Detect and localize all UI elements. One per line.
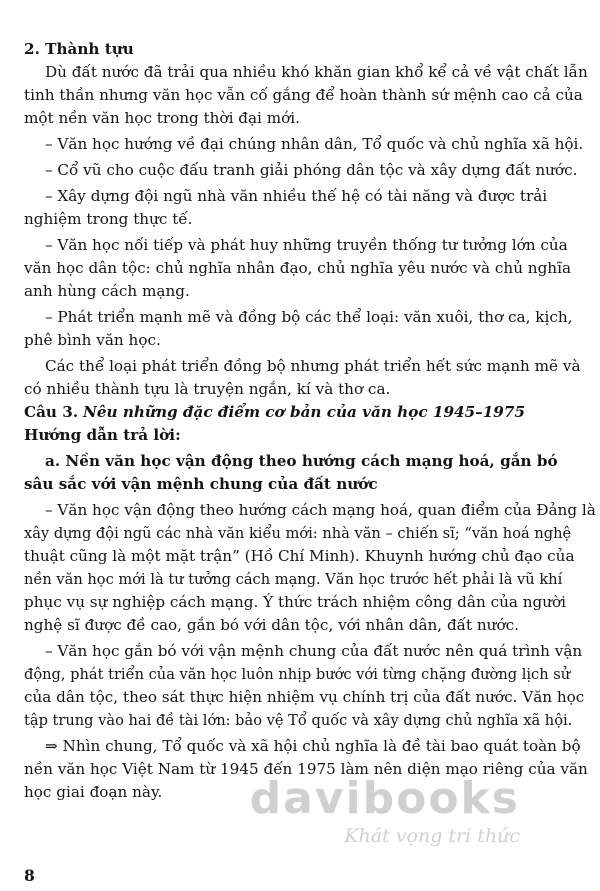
text-line: phục vụ sự nghiệp cách mạng. Ý thức trách nhiệm công dân của người xyxy=(24,593,567,611)
sub-heading: sâu sắc với vận mệnh chung của đất nước xyxy=(24,475,378,493)
sub-heading: a. Nền văn học vận động theo hướng cách mạng hoá, gắn bó xyxy=(45,452,558,470)
section-title: 2. Thành tựu xyxy=(24,40,134,58)
text-line: nền văn học Việt Nam từ 1945 đến 1975 làm nên diện mạo riêng của văn xyxy=(24,760,588,778)
question-label: Câu 3. xyxy=(24,403,79,421)
text-line: nghiệm trong thực tế. xyxy=(24,210,193,228)
text-line: của dân tộc, theo sát thực hiện nhiệm vụ chính trị của đất nước. Văn học xyxy=(24,688,585,706)
page-number: 8 xyxy=(24,866,35,885)
text-line: động, phát triển của văn học luôn nhịp bước với từng chặng đường lịch sử xyxy=(24,666,571,683)
text-line: anh hùng cách mạng. xyxy=(24,282,190,300)
text-line: nghệ sĩ được đề cao, gắn bó với dân tộc, với nhân dân, đất nước. xyxy=(24,616,519,634)
question-text: Nêu những đặc điểm cơ bản của văn học 1945–1975 xyxy=(82,403,526,421)
watermark-logo: davibooks xyxy=(249,773,520,824)
text-line: Dù đất nước đã trải qua nhiều khó khăn gian khổ kể cả về vật chất lẫn xyxy=(45,63,588,81)
page-content xyxy=(24,38,596,804)
text-line: – Cổ vũ cho cuộc đấu tranh giải phóng dân tộc và xây dựng đất nước. xyxy=(45,161,578,179)
text-line: thuật cũng là một mặt trận” (Hồ Chí Minh). Khuynh hướng chủ đạo của xyxy=(24,547,575,565)
text-line: ⇒ Nhìn chung, Tổ quốc và xã hội chủ nghĩa là đề tài bao quát toàn bộ xyxy=(45,737,581,755)
watermark-tagline: Khát vọng tri thức xyxy=(344,825,520,847)
text-line: – Văn học gắn bó với vận mệnh chung của đất nước nên quá trình vận xyxy=(45,642,583,660)
question-heading xyxy=(24,401,572,424)
text-line: – Xây dựng đội ngũ nhà văn nhiều thế hệ có tài năng và được trải xyxy=(45,187,548,205)
text-line: có nhiều thành tựu là truyện ngắn, kí và thơ ca. xyxy=(24,380,391,398)
text-line: nền văn học mới là tư tưởng cách mạng. Văn học trước hết phải là vũ khí xyxy=(24,571,563,588)
text-line: phê bình văn học. xyxy=(24,331,161,349)
text-line: văn học dân tộc: chủ nghĩa nhân đạo, chủ nghĩa yêu nước và chủ nghĩa xyxy=(24,259,572,277)
text-line: tập trung vào hai đề tài lớn: bảo vệ Tổ quốc và xây dựng chủ nghĩa xã hội. xyxy=(24,712,573,729)
text-line: – Văn học hướng về đại chúng nhân dân, Tổ quốc và chủ nghĩa xã hội. xyxy=(45,135,584,153)
text-line: – Phát triển mạnh mẽ và đồng bộ các thể loại: văn xuôi, thơ ca, kịch, xyxy=(45,308,573,326)
guide-heading: Hướng dẫn trả lời: xyxy=(24,426,181,444)
text-line: xây dựng đội ngũ các nhà văn kiểu mới: nhà văn – chiến sĩ; “văn hoá nghệ xyxy=(24,525,572,542)
text-line: – Văn học nối tiếp và phát huy những truyền thống tư tưởng lớn của xyxy=(45,236,568,254)
text-line: tinh thần nhưng văn học vẫn cố gắng để hoàn thành sứ mệnh cao cả của xyxy=(24,86,583,104)
text-line: một nền văn học trong thời đại mới. xyxy=(24,109,300,127)
text-line: – Văn học vận động theo hướng cách mạng hoá, quan điểm của Đảng là xyxy=(45,501,596,519)
text-line: Các thể loại phát triển đồng bộ nhưng phát triển hết sức mạnh mẽ và xyxy=(45,357,581,375)
text-line: học giai đoạn này. xyxy=(24,783,163,801)
